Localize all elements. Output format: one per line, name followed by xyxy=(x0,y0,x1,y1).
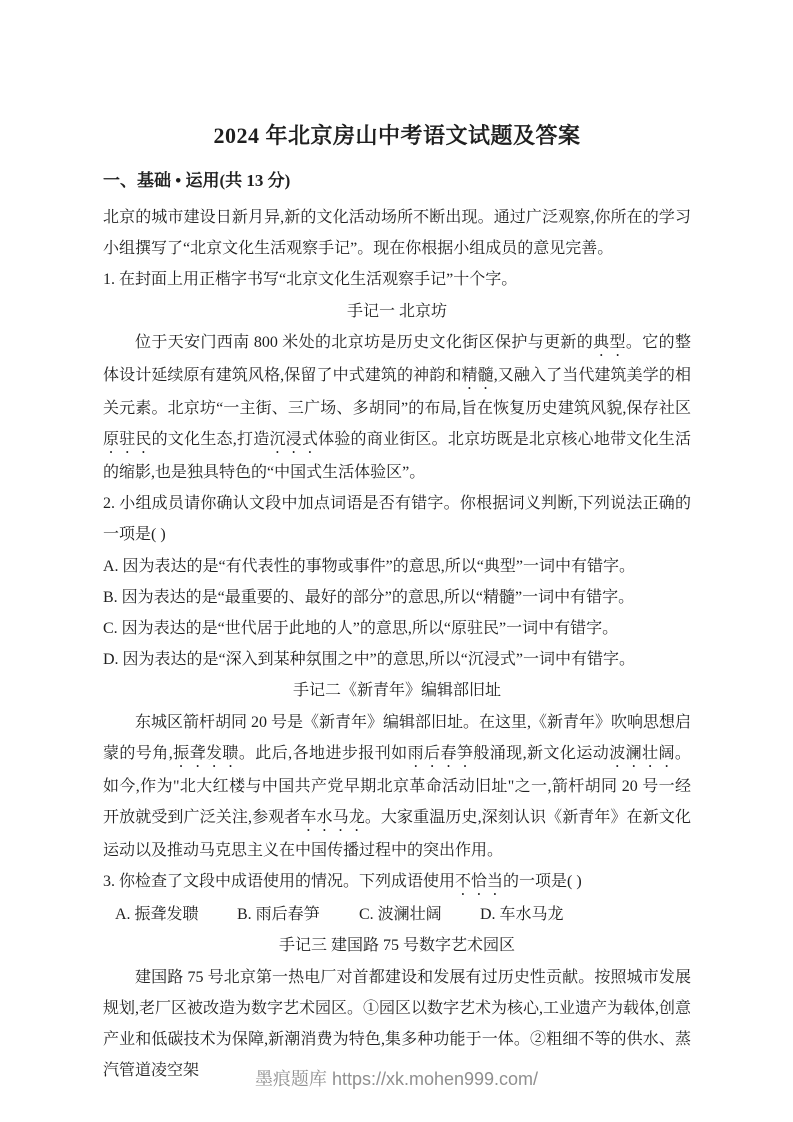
note1-heading: 手记一 北京坊 xyxy=(346,302,447,320)
note2-heading: 手记二《新青年》编辑部旧址 xyxy=(292,682,501,700)
text-segment: 东城区箭杆胡同 20 号是《新青年》编辑部旧址。在这里,《新青年》吹响思想启蒙的号角, xyxy=(103,713,692,762)
text-segment: 体验的商业街区。北京坊既是北京核心地带文化生活的缩影,也是独具特色的“中国式生活体验区”。 xyxy=(103,431,691,482)
emphasized-word: 振聋发聩 xyxy=(172,744,239,762)
text-segment: 。如今,作为"北大红楼与中国共产党早期北京革命活动旧址"之一,箭杆胡同 20 号一经开放就受到广泛关注,参观者 xyxy=(103,744,691,827)
note3-heading: 手记三 建国路 75 号数字艺术园区 xyxy=(278,937,515,955)
text-segment: 3. 你检查了文段中成语使用的情况。下列成语使用 xyxy=(103,873,456,891)
emphasized-word: 沉浸式 xyxy=(269,431,319,449)
emphasized-word: 雨后春笋 xyxy=(407,744,474,762)
note1-paragraph xyxy=(103,327,691,488)
question-3-option-c: C. 波澜壮阔 xyxy=(359,906,442,924)
footer-watermark: 墨痕题库 https://xk.mohen999.com/ xyxy=(254,1069,539,1089)
question-2-option-b: B. 因为表达的是“最重要的、最好的部分”的意思,所以“精髓”一词中有错字。 xyxy=(103,588,635,606)
question-2-option-c: C. 因为表达的是“世代居于此地的人”的意思,所以“原驻民”一词中有错字。 xyxy=(103,620,619,638)
page-title: 2024 年北京房山中考语文试题及答案 xyxy=(213,123,581,148)
intro-paragraph: 北京的城市建设日新月异,新的文化活动场所不断出现。通过广泛观察,你所在的学习小组撰写了“北京文化生活观察手记”。现在你根据小组成员的意见完善。 xyxy=(103,209,691,258)
text-segment: 。大家重温历史,深刻认识《新青年》在新文化运动以及推动马克思主义在中国传播过程中的突出作用。 xyxy=(103,809,691,860)
text-segment: 般涌现,新文化运动 xyxy=(473,744,610,762)
question-2-stem: 2. 小组成员请你确认文段中加点词语是否有错字。你根据词义判断,下列说法正确的一项是( ) xyxy=(103,495,691,544)
question-3-option-b: B. 雨后春笋 xyxy=(237,906,320,924)
question-1: 1. 在封面上用正楷字书写“北京文化生活观察手记”十个字。 xyxy=(103,271,518,289)
text-segment: 。此后,各地进步报刊如 xyxy=(238,744,408,762)
text-segment: 的一项是( ) xyxy=(503,873,582,891)
emphasized-word: 波澜壮阔 xyxy=(609,744,675,762)
emphasized-word: 典型 xyxy=(593,333,626,351)
emphasized-word: 精髓 xyxy=(461,366,494,384)
question-3-option-d: D. 车水马龙 xyxy=(480,906,564,924)
emphasized-word: 原驻民 xyxy=(103,431,152,449)
question-3-stem xyxy=(103,866,691,899)
text-segment: 。它的整体设计延续原有建筑风格,保留了中式建筑的神韵和 xyxy=(103,333,691,384)
text-segment: 位于天安门西南 800 米处的北京坊是历史文化街区保护与更新的 xyxy=(135,333,594,351)
note2-paragraph xyxy=(103,707,691,867)
text-segment: 建国路 75 号北京第一热电厂对首都建设和发展有过历史性贡献。按照城市发展规划,老厂区被改造为数字艺术园区。①园区以数字艺术为核心,工业遗产为载体,创意产业和低碳技术为保障,新潮消费为特色,集多种功能于一体。②粗细不等的供水、蒸汽管道凌空架 xyxy=(103,968,692,1080)
question-3-option-a: A. 振聋发聩 xyxy=(115,906,199,924)
text-segment: ,又融入了当代建筑美学的相关元素。北京坊“一主街、三广场、多胡同”的布局,旨在恢复历史建筑风貌,保存社区 xyxy=(103,366,691,417)
question-2-option-a: A. 因为表达的是“有代表性的事物或事件”的意思,所以“典型”一词中有错字。 xyxy=(103,557,635,575)
emphasized-word: 不恰当 xyxy=(455,873,504,891)
section-heading: 一、基础 • 运用(共 13 分) xyxy=(103,171,291,190)
document-page xyxy=(103,0,691,1086)
question-2-option-d: D. 因为表达的是“深入到某种氛围之中”的意思,所以“沉浸式”一词中有错字。 xyxy=(103,651,635,669)
question-3-options-row xyxy=(103,899,691,930)
emphasized-word: 车水马龙 xyxy=(300,809,365,827)
text-segment: 的文化生态,打造 xyxy=(151,431,270,449)
